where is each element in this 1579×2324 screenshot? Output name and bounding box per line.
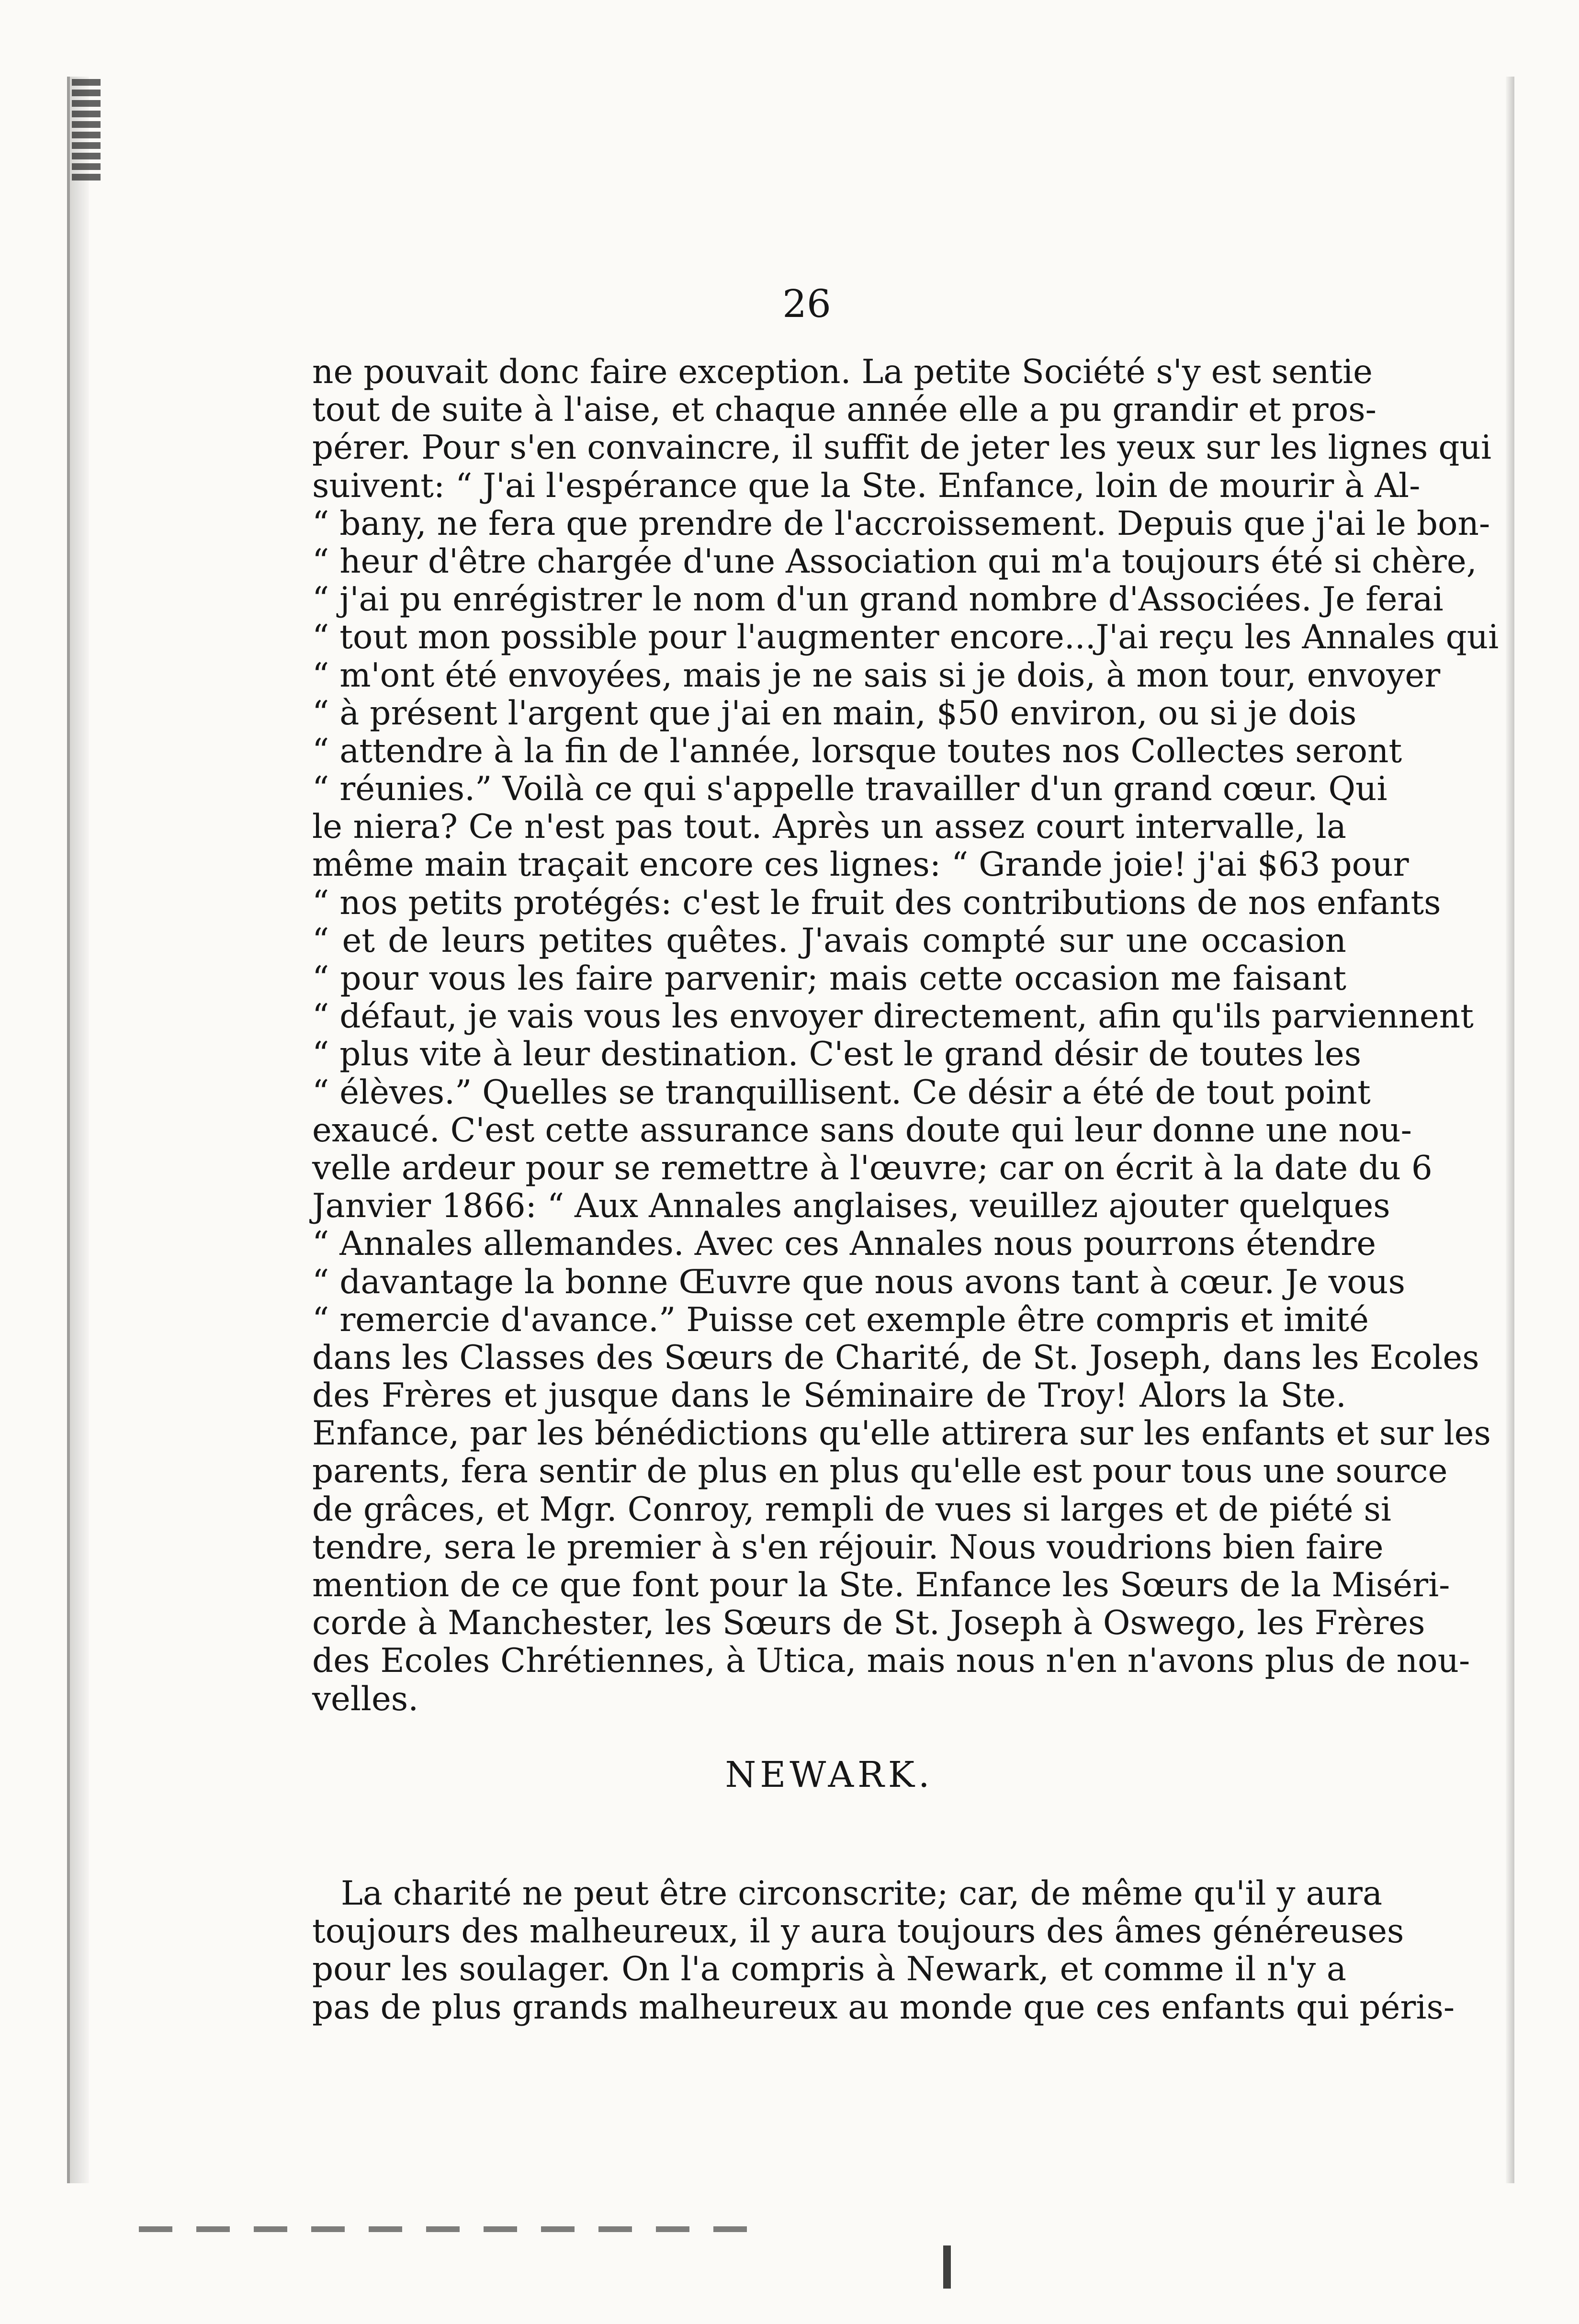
text-line: pour les soulager. On l'a compris à Newark, et comme il n'y a [312, 1950, 1346, 1989]
text-line: velle ardeur pour se remettre à l'œuvre; car on écrit à la date du 6 [312, 1149, 1432, 1187]
text-line: Janvier 1866: “ Aux Annales anglaises, veuillez ajouter quelques [312, 1187, 1390, 1226]
scan-artifact-mark [943, 2245, 951, 2289]
text-line: dans les Classes des Sœurs de Charité, de St. Joseph, dans les Ecoles [312, 1338, 1479, 1377]
text-line: “ plus vite à leur destination. C'est le grand désir de toutes les [312, 1035, 1362, 1074]
text-line: pas de plus grands malheureux au monde que ces enfants qui péris- [312, 1988, 1455, 2027]
text-line: “ à présent l'argent que j'ai en main, $50 environ, ou si je dois [312, 694, 1357, 733]
text-line: tout de suite à l'aise, et chaque année elle a pu grandir et pros- [312, 391, 1376, 429]
text-line: “ heur d'être chargée d'une Association qui m'a toujours été si chère, [312, 542, 1477, 581]
text-line: parents, fera sentir de plus en plus qu'elle est pour tous une source [312, 1452, 1448, 1491]
page-left-edge-shadow [67, 77, 89, 2183]
text-line: “ j'ai pu enrégistrer le nom d'un grand nombre d'Associées. Je ferai [312, 580, 1444, 619]
body-text [312, 353, 1499, 1718]
text-line: toujours des malheureux, il y aura toujours des âmes généreuses [312, 1912, 1404, 1951]
text-line: “ réunies.” Voilà ce qui s'appelle travailler d'un grand cœur. Qui [312, 770, 1387, 809]
text-line: de grâces, et Mgr. Conroy, rempli de vues si larges et de piété si [312, 1490, 1391, 1529]
text-line: “ m'ont été envoyées, mais je ne sais si je dois, à mon tour, envoyer [312, 656, 1441, 695]
text-line: suivent: “ J'ai l'espérance que la Ste. Enfance, loin de mourir à Al- [312, 466, 1421, 505]
text-line: “ élèves.” Quelles se tranquillisent. Ce désir a été de tout point [312, 1073, 1371, 1112]
text-line: tendre, sera le premier à s'en réjouir. Nous voudrions bien faire [312, 1528, 1384, 1567]
text-line: “ défaut, je vais vous les envoyer directement, afin qu'ils parviennent [312, 997, 1474, 1036]
text-line: pérer. Pour s'en convaincre, il suffit de jeter les yeux sur les lignes qui [312, 429, 1492, 467]
binding-mark [72, 79, 101, 184]
text-line: corde à Manchester, les Sœurs de St. Joseph à Oswego, les Frères [312, 1604, 1425, 1643]
scan-artifact-rule [139, 2226, 761, 2232]
text-line: velles. [312, 1680, 419, 1718]
section-heading: NEWARK. [725, 1754, 934, 1795]
text-line: mention de ce que font pour la Ste. Enfance les Sœurs de la Miséri- [312, 1566, 1450, 1604]
text-line: exaucé. C'est cette assurance sans doute qui leur donne une nou- [312, 1111, 1412, 1150]
page-number: 26 [782, 282, 831, 326]
text-line: des Ecoles Chrétiennes, à Utica, mais nous n'en n'avons plus de nou- [312, 1642, 1470, 1681]
text-line: le niera? Ce n'est pas tout. Après un assez court intervalle, la [312, 808, 1346, 846]
page-right-edge-shadow [1506, 77, 1514, 2183]
text-line: “ Annales allemandes. Avec ces Annales nous pourrons étendre [312, 1225, 1376, 1264]
text-line: “ davantage la bonne Œuvre que nous avons tant à cœur. Je vous [312, 1263, 1405, 1301]
text-line: “ nos petits protégés: c'est le fruit des contributions de nos enfants [312, 883, 1441, 922]
body-text-continued [312, 1874, 1455, 2027]
text-line: “ remercie d'avance.” Puisse cet exemple être compris et imité [312, 1300, 1369, 1339]
text-line: des Frères et jusque dans le Séminaire de Troy! Alors la Ste. [312, 1376, 1346, 1415]
text-line: même main traçait encore ces lignes: “ Grande joie! j'ai $63 pour [312, 846, 1409, 884]
text-line: “ attendre à la fin de l'année, lorsque toutes nos Collectes seront [312, 732, 1402, 770]
text-line: ne pouvait donc faire exception. La petite Société s'y est sentie [312, 353, 1373, 391]
text-line: “ bany, ne fera que prendre de l'accroissement. Depuis que j'ai le bon- [312, 504, 1490, 543]
text-line: La charité ne peut être circonscrite; car, de même qu'il y aura [341, 1874, 1383, 1913]
text-line: Enfance, par les bénédictions qu'elle attirera sur les enfants et sur les [312, 1414, 1491, 1453]
text-line: “ tout mon possible pour l'augmenter encore...J'ai reçu les Annales qui [312, 618, 1499, 657]
text-line: “ et de leurs petites quêtes. J'avais compté sur une occasion [312, 921, 1346, 960]
text-line: “ pour vous les faire parvenir; mais cette occasion me faisant [312, 959, 1346, 998]
